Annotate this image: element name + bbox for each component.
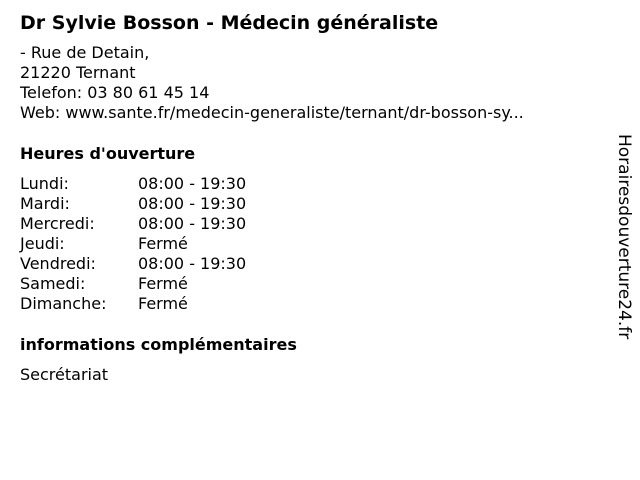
- day-label: Jeudi:: [20, 234, 65, 253]
- hours-row: [20, 194, 246, 214]
- day-label: Mardi:: [20, 194, 70, 213]
- hours-row: [20, 294, 246, 314]
- site-watermark: [610, 134, 638, 374]
- day-label: Vendredi:: [20, 254, 96, 273]
- day-label: Dimanche:: [20, 294, 107, 313]
- address-street: - Rue de Detain,: [20, 43, 150, 62]
- business-card: [20, 9, 600, 385]
- day-label: Lundi:: [20, 174, 69, 193]
- hours-row: [20, 174, 246, 194]
- day-hours: 08:00 - 19:30: [138, 194, 247, 213]
- day-hours: Fermé: [138, 234, 188, 253]
- day-hours: Fermé: [138, 294, 188, 313]
- additional-info-heading: informations complémentaires: [20, 335, 297, 354]
- additional-info-text: Secrétariat: [20, 365, 109, 384]
- phone-number: Telefon: 03 80 61 45 14: [20, 83, 210, 102]
- address-city: 21220 Ternant: [20, 63, 136, 82]
- page-title: Dr Sylvie Bosson - Médecin généraliste: [20, 12, 439, 34]
- day-label: Samedi:: [20, 274, 86, 293]
- day-hours: 08:00 - 19:30: [138, 174, 247, 193]
- day-hours: 08:00 - 19:30: [138, 254, 247, 273]
- hours-row: [20, 254, 246, 274]
- opening-hours-heading: Heures d'ouverture: [20, 144, 196, 163]
- website-link[interactable]: Web: www.sante.fr/medecin-generaliste/ternant/dr-bosson-sy...: [20, 103, 524, 122]
- hours-row: [20, 234, 246, 254]
- opening-hours-table: [20, 174, 246, 314]
- day-hours: 08:00 - 19:30: [138, 214, 247, 233]
- hours-row: [20, 214, 246, 234]
- site-watermark-label: Horairesdouverture24.fr: [614, 134, 634, 340]
- day-label: Mercredi:: [20, 214, 95, 233]
- day-hours: Fermé: [138, 274, 188, 293]
- hours-row: [20, 274, 246, 294]
- contact-block: [20, 43, 600, 123]
